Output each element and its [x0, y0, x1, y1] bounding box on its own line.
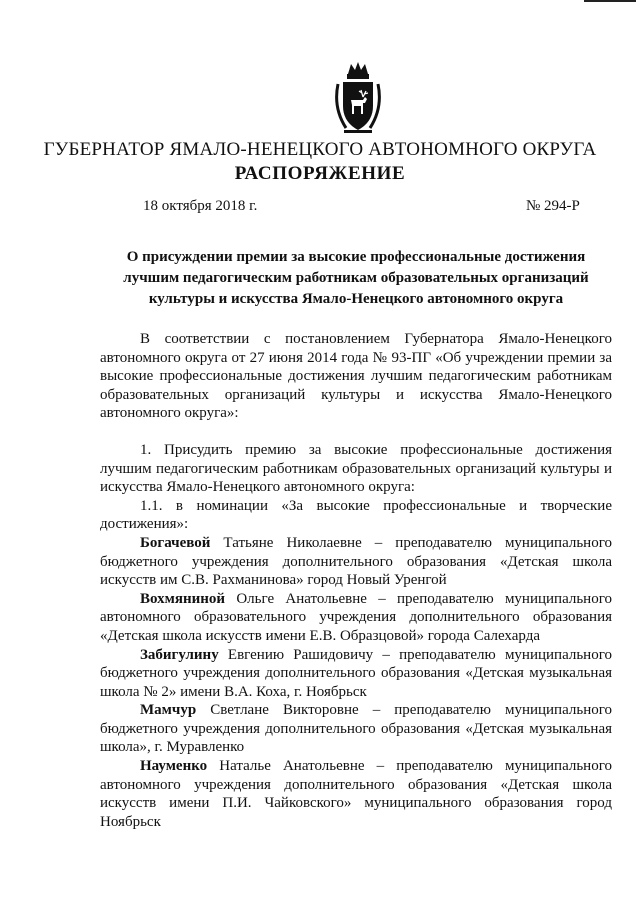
- awardee-details: Евгению Рашидовичу – преподавателю муниципального бюджетного учреждения дополнительного образования «Детская музыкальная школа № 2» имени В.А. Коха, г. Ноябрьск: [100, 646, 612, 700]
- document-date: 18 октября 2018 г.: [143, 198, 258, 214]
- document-subject: О присуждении премии за высокие профессиональные достижения лучшим педагогическим работникам образовательных организаций культуры и искусства Ямало-Ненецкого автономного округа: [123, 249, 589, 307]
- awardee-details: Ольге Анатольевне – преподавателю муниципального автономного образовательного учреждения дополнительного образования «Детская школа искусств имени Е.В. Образцовой» города Салехарда: [100, 590, 612, 644]
- awardee-name: Науменко: [140, 758, 208, 775]
- preamble-paragraph: В соответствии с постановлением Губернатора Ямало-Ненецкого автономного округа от 27 июня 2014 года № 93-ПГ «Об учреждении премии за высокие профессиональные достижения лучшим педагогическим работникам образовательных организаций культуры и искусства Ямало-Ненецкого автономного округа»:: [100, 331, 612, 422]
- document-body: [100, 330, 612, 831]
- governor-title: ГУБЕРНАТОР ЯМАЛО-НЕНЕЦКОГО АВТОНОМНОГО ОКРУГА: [43, 139, 597, 160]
- awardee-paragraph: [100, 646, 612, 702]
- top-edge-line: [584, 0, 636, 2]
- awardee-name: Богачевой: [140, 534, 211, 551]
- coat-of-arms-icon: [332, 60, 384, 136]
- awardee-paragraph: [100, 590, 612, 646]
- item-1-1-paragraph: 1.1. в номинации «За высокие профессиональные и творческие достижения»:: [100, 497, 612, 533]
- awardee-name: Мамчур: [140, 702, 197, 719]
- awardee-details: Татьяне Николаевне – преподавателю муниципального бюджетного учреждения дополнительного образования «Детская школа искусств им С.В. Рахманинова» город Новый Уренгой: [100, 534, 612, 589]
- awardee-paragraph: [100, 757, 612, 831]
- awardee-paragraph: [100, 534, 612, 590]
- document-number: № 294-Р: [526, 198, 580, 214]
- awardee-details: Светлане Викторовне – преподавателю муниципального бюджетного учреждения дополнительного образования «Детская музыкальная школа», г. Муравленко: [100, 702, 612, 756]
- awardee-details: Наталье Анатольевне – преподавателю муниципального автономного учреждения дополнительного образования «Детская школа искусств имени П.И. Чайковского» муниципального образования город Ноябрьск: [100, 758, 612, 830]
- awardee-name: Забигулину: [140, 646, 219, 663]
- awardee-name: Вохмяниной: [140, 590, 226, 607]
- document-type: РАСПОРЯЖЕНИЕ: [234, 163, 406, 184]
- item-1-paragraph: 1. Присудить премию за высокие профессиональные достижения лучшим педагогическим работникам образовательных организаций культуры и искусства Ямало-Ненецкого автономного округа:: [100, 441, 612, 496]
- awardee-paragraph: [100, 701, 612, 757]
